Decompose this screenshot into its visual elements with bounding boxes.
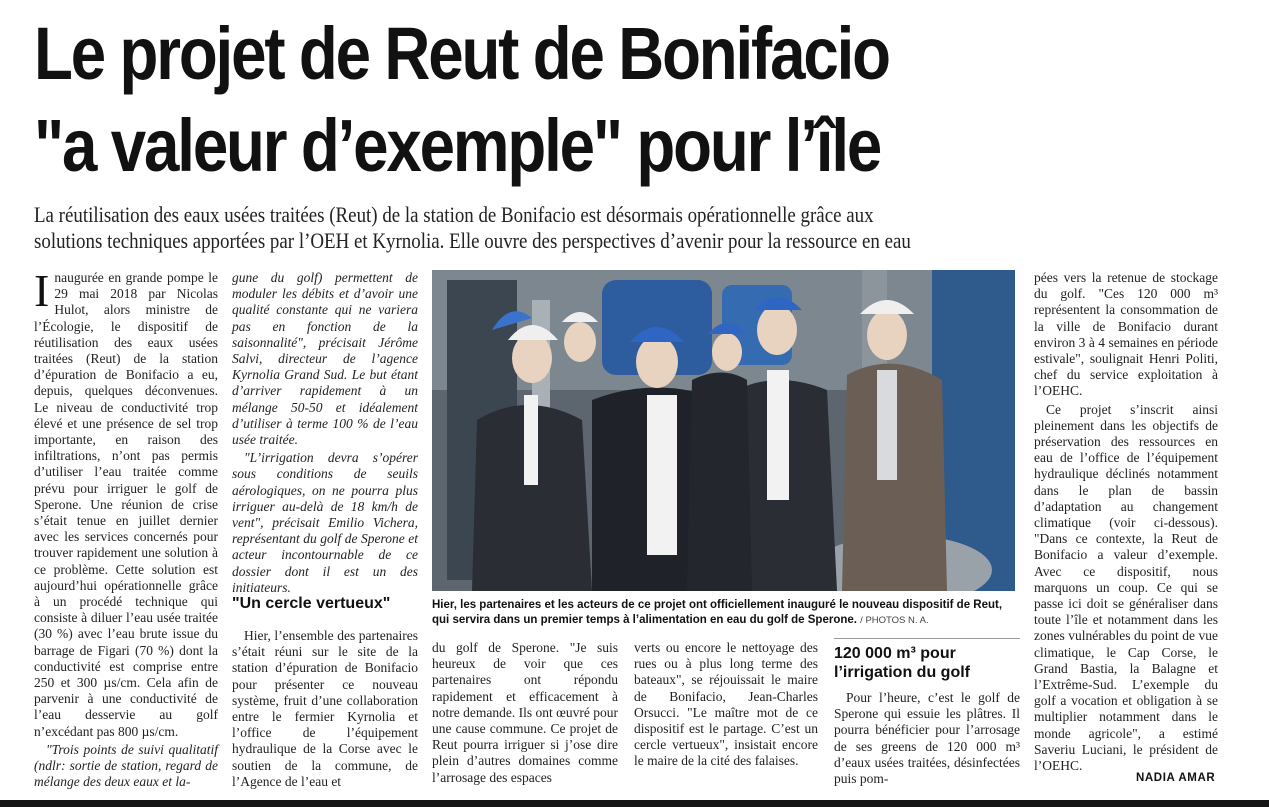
quote-vichera: "L’irrigation devra s’opérer sous conditions de seuils aérologiques, on ne pourra plus irriguer au-delà de 18 km/h de vent", précisait Emilio Vichera, représentant du golf de Sperone et acteur incontournable de ce dossier dont il est un des initiateurs. — [232, 450, 418, 595]
headline-line-2: "a valeur d’exemple" pour l’île — [34, 104, 881, 187]
paragraph-orsucci-end: verts ou encore le nettoyage des rues ou à plus long terme des bateaux", se réjouissait le maire de Bonifacio, Jean-Charles Orsucci. "Le maître mot de ce dispositif est le partage. C’est un cercle vertueux", insistait encore le maire de la cité des falaises. — [634, 640, 818, 769]
paragraph-partenaires: Hier, l’ensemble des partenaires s’était réuni sur le site de la station d’épuration de Bonifacio pour présenter ce nouveau système, fruit d’une collaboration entre le fermier Kyrnolia et l’office de l’équipement hydraulique de la Corse avec le soutien de la commune, de l’Agence de l’eau et — [232, 628, 418, 789]
photo-credit: / PHOTOS N. A. — [860, 615, 929, 626]
article-photo — [432, 270, 1015, 591]
photo-caption-text: Hier, les partenaires et les acteurs de ce projet ont officiellement inauguré le nouveau dispositif de Reut, qui servira dans un premier temps à l’alimentation en eau du golf de Sperone. — [432, 599, 1003, 626]
photo-illustration — [432, 270, 1015, 591]
quote-continuation: gune du golf) permettent de moduler les débits et d’avoir une qualité constante qui ne variera pas en fonction de la saisonnalité", précisait Jérôme Salvi, directeur de l’agence Kyrnolia Grand Sud. Le but étant d’arriver rapidement à un mélange 50-50 et idéalement d’utiliser à terme 100 % de l’eau usée traitée. — [232, 270, 418, 448]
photo-caption — [432, 598, 1015, 628]
headline-line-1: Le projet de Reut de Bonifacio — [34, 12, 889, 95]
quote-paragraph: "Trois points de suivi qualitatif (ndlr: sortie de station, regard de mélange des deux eaux et la- — [34, 741, 218, 790]
article-column-2 — [232, 270, 418, 598]
intro-text: naugurée en grande pompe le 29 mai 2018 par Nicolas Hulot, alors ministre de l’Écologie, le dispositif de réutilisation des eaux usées traitées (Reut) de la station d’épuration de Bonifacio a eu, depuis, quelques déconvenues. Le niveau de conductivité trop élevé et une présence de sel trop importante, en raison des infiltrations, n’ont pas permis d’utiliser l’eau traitée comme prévu pour irriguer le golf de Sperone. Une réunion de crise s’était tenue en juillet dernier avec les services concernés pour trouver rapidement une solution à ce problème. Cette solution est aujourd’hui opérationnelle grâce à un procédé technique qui consiste à diluer l’eau usée traitée (30 %) avec l’eau brute issue du barrage de Figari (70 %) dont la conductivité est comprise entre 250 et 300 µs/cm. Cela afin de parvenir à une conductivité de l’eau desservie au golf n’excédant pas 800 µs/cm. — [34, 270, 218, 739]
intro-paragraph — [34, 265, 218, 740]
paragraph-exemple: Ce projet s’inscrit ainsi pleinement dans les objectifs de préservation des ressources en eau de l’office de l’équipement hydraulique déclinés notamment dans le plan de bassin d’adaptation au changement climatique (voir ci-dessous). "Dans ce contexte, la Reut de Bonifacio a valeur d’exemple. Avec ce dispositif, nous marquons un coup. Ce qui se passe ici doit se généraliser dans toute l’île et notamment dans les zones vulnérables du point de vue climatique, le Cap Corse, le Grand Bastia, la Balagne et l’Extrême-Sud. L’exemple du golf a vocation et obligation à se multiplier notamment dans le monde agricole", a estimé Saveriu Luciani, le président de l’OEHC. — [1034, 401, 1218, 774]
article-column-1 — [34, 265, 218, 793]
subhead-cercle-vertueux: "Un cercle vertueux" — [232, 595, 391, 612]
lead-paragraph — [34, 202, 1255, 254]
article-column-3 — [432, 640, 618, 788]
page-bottom-bar — [0, 800, 1269, 807]
paragraph-irrigation: Pour l’heure, c’est le golf de Sperone qui essuie les plâtres. Il pourra bénéficier pour l’arrosage de ses greens de 120 000 m³ d’eaux usées traitées, désinfectées puis pom- — [834, 690, 1020, 787]
subhead-120000: 120 000 m³ pour l’irrigation du golf — [834, 645, 970, 681]
byline: NADIA AMAR — [1136, 772, 1216, 784]
article-column-2-lower — [232, 628, 418, 792]
headline — [34, 8, 1083, 192]
lead-line-2: solutions techniques apportées par l’OEH et Kyrnolia. Elle ouvre des perspectives d’avenir pour la ressource en eau — [34, 228, 911, 253]
article-column-5 — [834, 690, 1020, 789]
paragraph-orsucci-quote: du golf de Sperone. "Je suis heureux de voir que ces partenaires ont répondu rapidement et efficacement à notre demande. Ils ont œuvré pour une cause commune. Ce projet de Reut pourra irriguer si j’ose dire plein d’autres domaines comme l’arrosage des espaces — [432, 640, 618, 785]
subhead-rule — [834, 638, 1020, 639]
article-column-6 — [1034, 270, 1218, 776]
paragraph-stockage: pées vers la retenue de stockage du golf. "Ces 120 000 m³ représentent la consommation de la ville de Bonifacio durant environ 3 à 4 semaines en période estivale", soulignait Henri Politi, chef du service exploitation à l’OEHC. — [1034, 270, 1218, 399]
article-column-4 — [634, 640, 818, 772]
lead-line-1: La réutilisation des eaux usées traitées (Reut) de la station de Bonifacio est désormais opérationnelle grâce aux — [34, 202, 874, 227]
drop-cap: I — [34, 265, 50, 316]
